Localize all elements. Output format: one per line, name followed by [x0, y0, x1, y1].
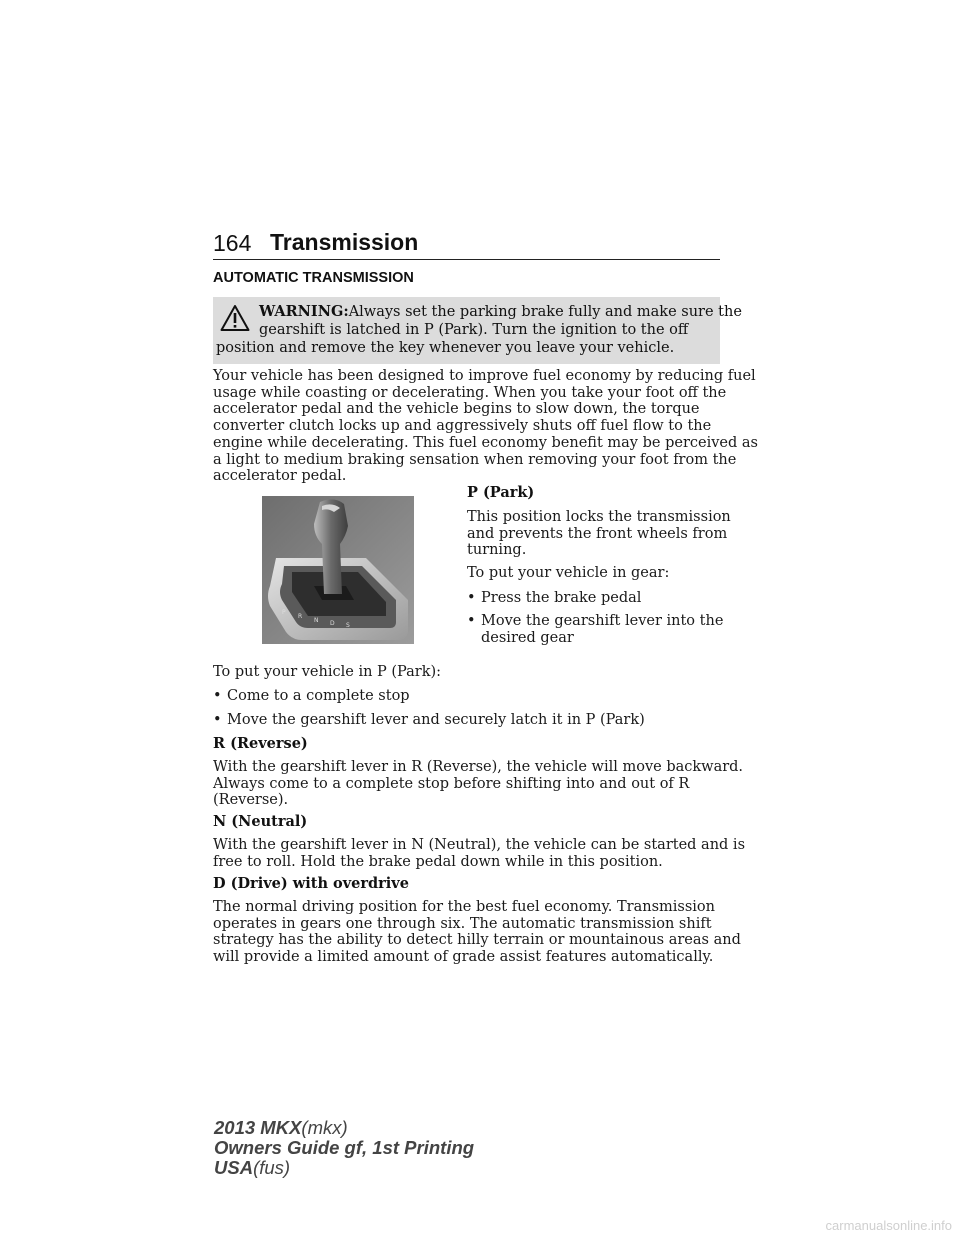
chapter-title: Transmission	[270, 229, 419, 255]
park-heading: P (Park)	[467, 484, 535, 501]
drive-heading: D (Drive) with overdrive	[213, 875, 409, 892]
bullet-dot: •	[213, 688, 222, 704]
paragraph-line: The normal driving position for the best fuel economy. Transmission	[213, 899, 715, 915]
neutral-paragraph	[213, 837, 745, 870]
paragraph-line: This position locks the transmission	[467, 509, 731, 525]
bullet-dot: •	[467, 613, 476, 629]
gear-letter: S	[346, 622, 350, 629]
header-divider	[213, 259, 720, 260]
bullet-text: Move the gearshift lever and securely latch it in P (Park)	[227, 712, 645, 728]
watermark: carmanualsonline.info	[825, 1218, 952, 1233]
bullet-item	[467, 613, 723, 646]
page-number: 164	[213, 230, 252, 256]
gearshift-lever-illustration	[262, 496, 414, 644]
neutral-heading: N (Neutral)	[213, 813, 308, 830]
paragraph-line: accelerator pedal and the vehicle begins to slow down, the torque	[213, 401, 700, 418]
paragraph-line: operates in gears one through six. The automatic transmission shift	[213, 915, 712, 932]
footer-printing: Owners Guide gf, 1st Printing	[214, 1137, 475, 1158]
paragraph-line: accelerator pedal.	[213, 468, 347, 485]
paragraph-line: and prevents the front wheels from	[467, 525, 728, 542]
footer-line	[214, 1118, 474, 1138]
paragraph-line: a light to medium braking sensation when removing your foot from the	[213, 451, 737, 468]
footer-market-code: (fus)	[253, 1157, 291, 1178]
paragraph-line: converter clutch locks up and aggressively shuts off fuel flow to the	[213, 418, 712, 435]
section-title: AUTOMATIC TRANSMISSION	[213, 270, 414, 286]
footer-model: 2013 MKX	[214, 1117, 302, 1138]
gear-letter: D	[330, 620, 335, 627]
gear-intro: To put your vehicle in gear:	[467, 565, 670, 581]
paragraph-line: With the gearshift lever in N (Neutral), the vehicle can be started and is	[213, 837, 746, 853]
paragraph-line: usage while coasting or decelerating. When you take your foot off the	[213, 384, 727, 401]
gear-letter: N	[314, 617, 319, 624]
footer-line	[214, 1158, 474, 1178]
bullet-item	[467, 590, 641, 607]
paragraph-line: Always come to a complete stop before shifting into and out of R	[213, 775, 690, 792]
paragraph-line: With the gearshift lever in R (Reverse), the vehicle will move backward.	[213, 759, 744, 775]
park-description	[467, 509, 731, 559]
bullet-text: Press the brake pedal	[481, 590, 642, 606]
warning-box	[213, 297, 742, 364]
footer-model-code: (mkx)	[301, 1117, 348, 1138]
reverse-paragraph	[213, 759, 743, 809]
paragraph-line: free to roll. Hold the brake pedal down while in this position.	[213, 853, 663, 870]
warning-text	[213, 303, 742, 357]
gear-letter: R	[298, 613, 303, 620]
paragraph-line: will provide a limited amount of grade assist features automatically.	[213, 949, 714, 966]
reverse-heading: R (Reverse)	[213, 735, 308, 752]
bullet-text: Move the gearshift lever into the	[481, 613, 724, 629]
bullet-dot: •	[467, 590, 476, 606]
gear-letter: P	[282, 609, 286, 616]
warning-line: gearshift is latched in P (Park). Turn the ignition to the off	[259, 322, 689, 338]
paragraph-line: Your vehicle has been designed to improve fuel economy by reducing fuel	[213, 368, 756, 384]
bullet-item	[213, 712, 645, 729]
paragraph-line: (Reverse).	[213, 792, 289, 809]
warning-line-text: Always set the parking brake fully and make sure the	[348, 304, 742, 320]
footer-edition-info	[214, 1118, 474, 1178]
park-intro: To put your vehicle in P (Park):	[213, 664, 442, 680]
paragraph-line: strategy has the ability to detect hilly terrain or mountainous areas and	[213, 932, 741, 949]
intro-paragraph	[213, 368, 758, 485]
footer-line	[214, 1138, 474, 1158]
bullet-text: desired gear	[481, 629, 574, 646]
paragraph-line: turning.	[467, 542, 527, 559]
bullet-dot: •	[213, 712, 222, 728]
paragraph-line: engine while decelerating. This fuel economy benefit may be perceived as	[213, 434, 758, 451]
warning-label: WARNING:	[259, 303, 349, 320]
footer-market: USA	[214, 1157, 254, 1178]
warning-line	[213, 303, 742, 321]
bullet-item	[213, 688, 410, 705]
warning-line: position and remove the key whenever you leave your vehicle.	[216, 340, 675, 356]
drive-paragraph	[213, 899, 741, 966]
bullet-text: Come to a complete stop	[227, 688, 410, 704]
